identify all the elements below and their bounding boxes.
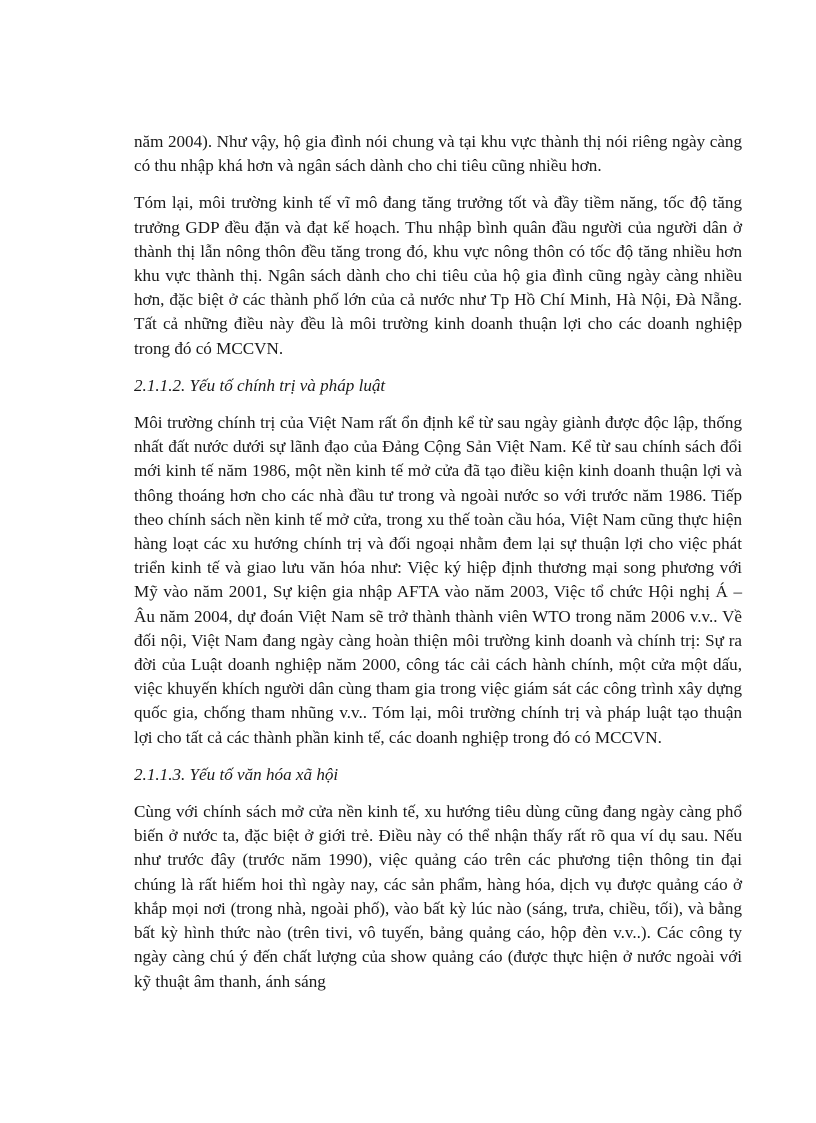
paragraph-household-income: năm 2004). Như vậy, hộ gia đình nói chung và tại khu vực thành thị nói riêng ngày càng có thu nhập khá hơn và ngân sách dành cho chi tiêu cũng nhiều hơn.: [134, 132, 742, 176]
section-heading-political-legal: 2.1.1.2. Yếu tố chính trị và pháp luật: [134, 375, 386, 395]
paragraph-macro-economy-summary: Tóm lại, môi trường kinh tế vĩ mô đang tăng trưởng tốt và đầy tiềm năng, tốc độ tăng trưởng GDP đều đặn và đạt kế hoạch. Thu nhập bình quân đầu người của người dân ở thành thị lẫn nông thôn đều tăng trong đó, khu vực nông thôn có tốc độ tăng nhiều hơn khu vực thành thị. Ngân sách dành cho chi tiêu của hộ gia đình cũng ngày càng nhiều hơn, đặc biệt ở các thành phố lớn của cả nước như Tp Hồ Chí Minh, Hà Nội, Đà Nẵng. Tất cả những điều này đều là môi trường kinh doanh thuận lợi cho các doanh nghiệp trong đó có MCCVN.: [134, 193, 742, 358]
document-page: [134, 130, 742, 994]
section-heading-socio-cultural: 2.1.1.3. Yếu tố văn hóa xã hội: [134, 764, 339, 784]
paragraph-political-legal: Môi trường chính trị của Việt Nam rất ổn định kể từ sau ngày giành được độc lập, thống nhất đất nước dưới sự lãnh đạo của Đảng Cộng Sản Việt Nam. Kể từ sau chính sách đổi mới kinh tế năm 1986, một nền kinh tế mở cửa đã tạo điều kiện kinh doanh thuận lợi và thông thoáng hơn cho các nhà đầu tư trong và ngoài nước so với trước năm 1986. Tiếp theo chính sách nền kinh tế mở cửa, trong xu thế toàn cầu hóa, Việt Nam cũng thực hiện hàng loạt các xu hướng chính trị và đối ngoại nhằm đem lại sự thuận lợi cho việc phát triển kinh tế và giao lưu văn hóa như: Việc ký hiệp định thương mại song phương với Mỹ vào năm 2001, Sự kiện gia nhập AFTA vào năm 2003, Việc tổ chức Hội nghị Á – Âu năm 2004, dự đoán Việt Nam sẽ trở thành thành viên WTO trong năm 2006 v.v.. Về đối nội, Việt Nam đang ngày càng hoàn thiện môi trường kinh doanh và chính trị: Sự ra đời của Luật doanh nghiệp năm 2000, công tác cải cách hành chính, một cửa một dấu, việc khuyến khích người dân cùng tham gia trong việc giám sát các công trình xây dựng quốc gia, chống tham nhũng v.v.. Tóm lại, môi trường chính trị và pháp luật tạo thuận lợi cho tất cả các thành phần kinh tế, các doanh nghiệp trong đó có MCCVN.: [134, 413, 742, 747]
paragraph-socio-cultural: Cùng với chính sách mở cửa nền kinh tế, xu hướng tiêu dùng cũng đang ngày càng phổ biến ở nước ta, đặc biệt ở giới trẻ. Điều này có thể nhận thấy rất rõ qua ví dụ sau. Nếu như trước đây (trước năm 1990), việc quảng cáo trên các phương tiện thông tin đại chúng là rất hiếm hoi thì ngày nay, các sản phẩm, hàng hóa, dịch vụ được quảng cáo ở khắp mọi nơi (trong nhà, ngoài phố), vào bất kỳ lúc nào (sáng, trưa, chiều, tối), và bằng bất kỳ hình thức nào (trên tivi, vô tuyến, bảng quảng cáo, hộp đèn v.v..). Các công ty ngày càng chú ý đến chất lượng của show quảng cáo (được thực hiện ở nước ngoài với kỹ thuật âm thanh, ánh sáng: [134, 802, 742, 991]
